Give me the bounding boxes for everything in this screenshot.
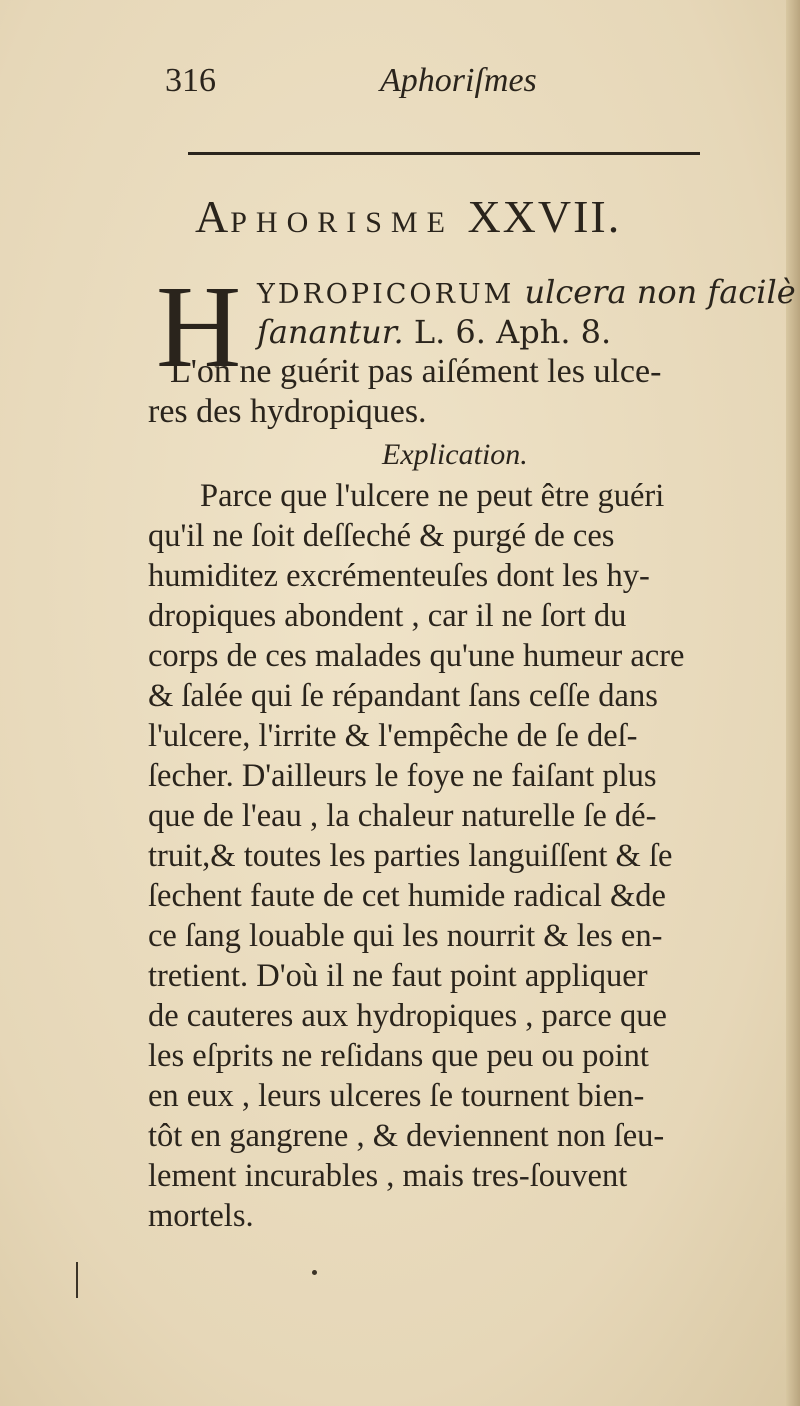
french-line: res des hydropiques. <box>148 393 427 430</box>
running-title: Aphoriſmes <box>380 62 537 99</box>
latin-italic-2: ſanantur. <box>257 313 404 351</box>
body-line: & ſalée qui ſe répandant ſans ceſſe dans <box>148 678 658 714</box>
running-header <box>165 62 705 112</box>
body-line: ſechent faute de cet humide radical &de <box>148 878 666 914</box>
latin-italic-1: ulcera non facilè <box>524 273 796 311</box>
french-line: L'on ne guérit pas aiſément les ulce- <box>170 353 662 390</box>
explication-body <box>148 476 738 1236</box>
latin-line-2 <box>257 313 611 351</box>
body-line: de cauteres aux hydropiques , parce que <box>148 998 667 1034</box>
body-line: que de l'eau , la chaleur naturelle ſe dé- <box>148 798 657 834</box>
explication-title: Explication. <box>382 438 528 471</box>
page-number: 316 <box>165 62 216 99</box>
body-line: Parce que l'ulcere ne peut être guéri <box>200 478 665 514</box>
drop-cap: H <box>156 261 242 392</box>
body-line: ce ſang louable qui les nourrit & les en- <box>148 918 663 954</box>
body-line: les eſprits ne reſidans que peu ou point <box>148 1038 649 1074</box>
latin-small-caps: YDROPICORUM <box>257 279 515 310</box>
aphorism-heading <box>195 190 715 243</box>
latin-reference: L. 6. Aph. 8. <box>413 313 612 351</box>
heading-initial: A <box>195 191 231 242</box>
body-line: en eux , leurs ulceres ſe tournent bien- <box>148 1078 645 1114</box>
body-line: dropiques abondent , car il ne ſort du <box>148 598 627 634</box>
french-translation <box>148 352 738 432</box>
heading-small-caps: PHORISME <box>230 206 454 239</box>
body-line: lement incurables , mais tres-ſouvent <box>148 1158 628 1194</box>
page-edge <box>786 0 800 1406</box>
body-line: tôt en gangrene , & deviennent non ſeu- <box>148 1118 665 1154</box>
body-line: tretient. D'où il ne faut point appliquer <box>148 958 648 994</box>
body-line: ſecher. D'ailleurs le foye ne faiſant plus <box>148 758 657 794</box>
body-line: humiditez excrémenteuſes dont les hy- <box>148 558 650 594</box>
ink-dot <box>312 1270 317 1275</box>
latin-line-1 <box>257 273 796 311</box>
header-rule <box>188 152 700 155</box>
body-line: corps de ces malades qu'une humeur acre <box>148 638 685 674</box>
body-line: qu'il ne ſoit deſſeché & purgé de ces <box>148 518 615 554</box>
heading-numeral: XXVII. <box>467 191 622 242</box>
body-line: mortels. <box>148 1198 254 1234</box>
body-line: l'ulcere, l'irrite & l'empêche de ſe deſ- <box>148 718 638 754</box>
body-line: truit,& toutes les parties languiſſent & ſe <box>148 838 673 874</box>
margin-mark <box>76 1262 78 1298</box>
